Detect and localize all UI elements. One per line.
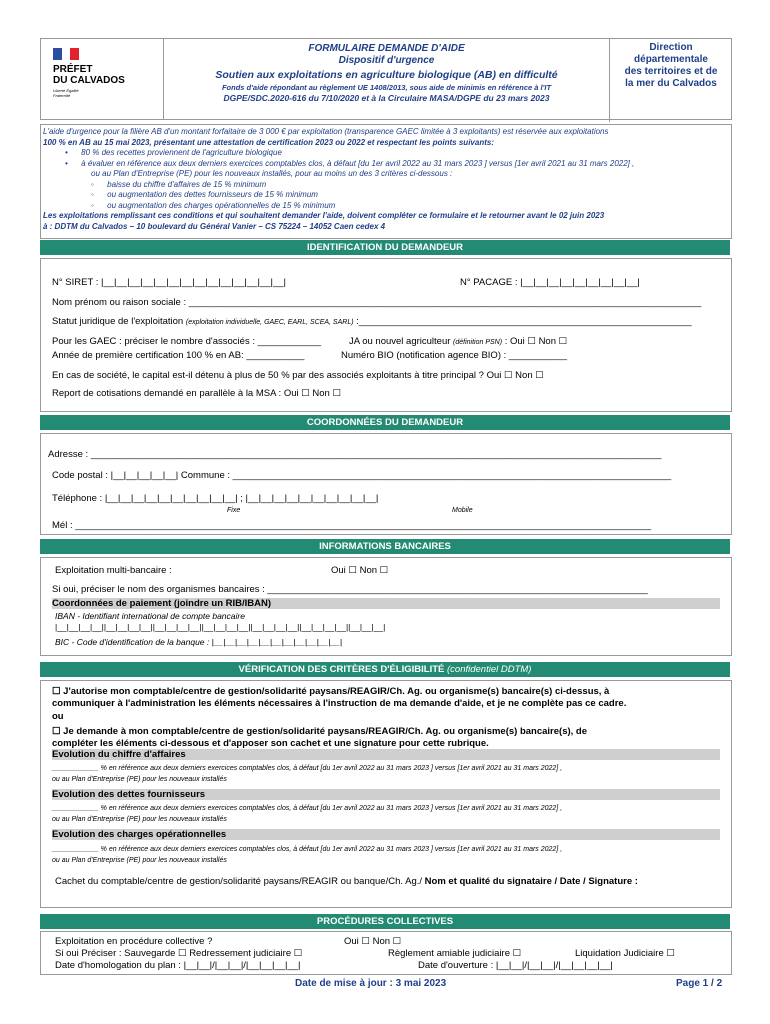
chiffre-affaires-field[interactable]: ____________ % en référence aux deux derniers exercices comptables clos, à défaut [du 1er avril 2022 au 31 mars 2023 ] versus [1er avril 2021 au 31 mars 2022] , [52,765,563,772]
ja-label: JA ou nouvel agriculteur [349,336,451,347]
multi-bancaire-label: Exploitation multi-bancaire : [55,565,172,576]
form-reference-line2: DGPE/SDC.2020-616 du 7/10/2020 et à la Circulaire MASA/DGPE du 23 mars 2023 [223,93,550,103]
procedure-collective-label: Exploitation en procédure collective ? [55,936,213,947]
bic-field[interactable]: BIC - Code d'identification de la banque : |__|__|__|__|__|__|__|__|__|__|__| [55,637,343,647]
charges-operationnelles-title: Evolution des charges opérationnelles [52,829,720,840]
annee-certification-field[interactable]: Année de première certification 100 % en AB: ___________ [52,350,305,361]
dept-line1: Direction [649,42,693,53]
verification-title: VÉRIFICATION DES CRITÈRES D'ÉLIGIBILITÉ [238,664,445,675]
logo-title-line1: PRÉFET [53,64,93,75]
dept-line2: départementale [634,54,708,65]
ou-label: ou [52,711,64,722]
intro-p2a: Les exploitations remplissant ces conditions et qui souhaitent demander l'aide, doivent compléter ce formulaire et le retourner avant le 02 juin 2023 [43,211,605,220]
intro-bullet1-text: 80 % des recettes proviennent de l'agriculture biologique [81,148,282,157]
iban-field[interactable]: |__|__|__|__||__|__|__|__||__|__|__|__||__|__|__|__||__|__|__|__||__|__|__|__||__|__|__| [55,622,386,632]
marianne-flag-icon [53,48,79,60]
ja-hint: (définition PSN) [453,339,503,346]
department-block [609,39,732,122]
intro-bullet2: • à évaluer en référence aux deux derniers exercices comptables clos, à défaut [du 1er avril 2022 au 31 mars 2023 ] versus [1er avril 2021 au 31 mars 2022] , [65,158,635,168]
intro-sub1: ◦ baisse du chiffre d'affaires de 15 % minimum [91,179,267,189]
cachet-signature-label: Nom et qualité du signataire / Date / Signature : [424,876,638,887]
societe-capital-question[interactable]: En cas de société, le capital est-il détenu à plus de 50 % par des associés exploitants à titre principal ? Oui ☐ Non ☐ [52,370,544,381]
dept-line3: des territoires et de [624,66,718,77]
autorisation-checkbox-line1[interactable]: ☐ J'autorise mon comptable/centre de gestion/solidarité paysans/REAGIR/Ch. Ag. ou organisme(s) bancaire(s) ci-dessus, à [52,686,610,697]
section-procedures: PROCÉDURES COLLECTIVES [40,914,730,929]
section-verification [40,662,730,677]
statut-label: Statut juridique de l'exploitation [52,316,184,327]
logo-motto: Liberté Égalité Fraternité [53,88,79,98]
header-box [40,38,732,120]
pacage-field[interactable]: N° PACAGE : |__|__|__|__|__|__|__|__|__| [460,277,640,288]
intro-p1b: 100 % en AB au 15 mai 2023, présentant une attestation de certification 2023 ou 2022 et respectant les points suivants: [43,137,494,147]
intro-sub2: ◦ ou augmentation des dettes fournisseurs de 15 % minimum [91,190,318,199]
intro-bullet1: • 80 % des recettes proviennent de l'agriculture biologique [65,148,282,157]
mel-field[interactable]: Mél : _____________________________________________________________________________________________________________ [52,520,652,531]
demande-checkbox-line1[interactable]: ☐ Je demande à mon comptable/centre de gestion/solidarité paysans/REAGIR/Ch. Ag. ou organisme(s) bancaire(s), de [52,726,588,737]
siret-field[interactable]: N° SIRET : |__|__|__|__|__|__|__|__|__|__|__|__|__|__| [52,277,286,288]
numero-bio-field[interactable]: Numéro BIO (notification agence BIO) : ___________ [341,350,568,361]
verification-suffix: (confidentiel DDTM) [447,664,532,675]
gaec-field[interactable]: Pour les GAEC : préciser le nombre d'associés : ____________ [52,336,322,347]
cachet-label: Cachet du comptable/centre de gestion/solidarité paysans/REAGIR ou banque/Ch. Ag./ [55,876,423,887]
form-header [164,39,609,119]
organismes-field[interactable]: Si oui, préciser le nom des organismes bancaires : ________________________________________________________________________ [52,584,648,595]
intro-p1a: L'aide d'urgence pour la filière AB d'un montant forfaitaire de 3 000 € par exploitation (transparence GAEC limitée à 3 exploitants) est réservée aux exploitations [43,127,609,136]
section-identification: IDENTIFICATION DU DEMANDEUR [40,240,730,255]
chiffre-affaires-line2: ou au Plan d'Entreprise (PE) pour les nouveaux installés [52,776,227,783]
reglement-amiable-option[interactable]: Règlement amiable judiciaire ☐ [388,948,522,959]
adresse-field[interactable]: Adresse : ____________________________________________________________________________________________________________ [48,449,662,460]
code-postal-field[interactable]: Code postal : |__|__|__|__|__| Commune : ___________________________________________________________________________________ [52,470,672,481]
dettes-fournisseurs-field[interactable]: ____________ % en référence aux deux derniers exercices comptables clos, à défaut [du 1er avril 2022 au 31 mars 2023 ] versus [1er avril 2021 au 31 mars 2022] , [52,805,563,812]
intro-p2b: à : DDTM du Calvados – 10 boulevard du Général Vanier – CS 75224 – 14052 Caen cedex 4 [43,221,386,231]
nom-field[interactable]: Nom prénom ou raison sociale : _________________________________________________________________________________________________ [52,297,702,308]
section-bancaires: INFORMATIONS BANCAIRES [40,539,730,554]
dept-line4: la mer du Calvados [625,78,717,89]
intro-sub3: ◦ ou augmentation des charges opérationnelles de 15 % minimum [91,200,336,210]
ja-field[interactable] [349,336,567,347]
prefecture-logo-block [41,39,164,119]
intro-sub2-text: ou augmentation des dettes fournisseurs de 15 % minimum [107,190,318,199]
date-homologation-field[interactable]: Date d'homologation du plan : |__|__|/|__|__|/|__|__|__|__| [55,960,301,971]
demande-line2: compléter les éléments ci-dessous et d'apposer son cachet et une signature pour cette rubrique. [52,738,489,749]
intro-bullet2-text: à évaluer en référence aux deux derniers exercices comptables clos, à défaut [du 1er avril 2022 au 31 mars 2023 ] versus [1er avril 2021 au 31 mars 2022] , [81,158,635,168]
intro-conditions [40,124,732,239]
statut-hint: (exploitation individuelle, GAEC, EARL, SCEA, SARL) [185,319,354,326]
charges-operationnelles-field[interactable]: ____________ % en référence aux deux derniers exercices comptables clos, à défaut [du 1er avril 2022 au 31 mars 2023 ] versus [1er avril 2021 au 31 mars 2022] , [52,846,563,853]
ja-options: : Oui ☐ Non ☐ [504,336,568,347]
liquidation-option[interactable]: Liquidation Judiciaire ☐ [575,948,675,959]
procedure-type-options[interactable]: Si oui Préciser : Sauvegarde ☐ Redressement judiciaire ☐ [55,948,303,959]
statut-field[interactable] [52,316,692,327]
footer-page-number: Page 1 / 2 [676,978,723,989]
cachet-signature-line [55,876,638,887]
autorisation-line2: communiquer à l'administration les éléments nécessaires à l'instruction de ma demande d'aide, et je ne complète pas ce cadre. [52,698,627,709]
telephone-fixe-label: Fixe [227,507,241,514]
iban-label: IBAN - Identifiant international de compte bancaire [55,611,245,621]
procedure-collective-options[interactable]: Oui ☐ Non ☐ [344,936,402,947]
form-heading: Soutien aux exploitations en agriculture biologique (AB) en difficulté [215,69,558,81]
dettes-fournisseurs-line2: ou au Plan d'Entreprise (PE) pour les nouveaux installés [52,816,227,823]
form-title: FORMULAIRE DEMANDE D'AIDE [308,43,465,54]
footer-update-date: Date de mise à jour : 3 mai 2023 [295,978,447,989]
dettes-fournisseurs-title: Evolution des dettes fournisseurs [52,789,720,800]
coordonnees-paiement-title: Coordonnées de paiement (joindre un RIB/IBAN) [52,598,720,609]
msa-report-question[interactable]: Report de cotisations demandé en parallèle à la MSA : Oui ☐ Non ☐ [52,388,341,399]
charges-operationnelles-line2: ou au Plan d'Entreprise (PE) pour les nouveaux installés [52,857,227,864]
telephone-field[interactable]: Téléphone : |__|__|__|__|__|__|__|__|__|__| ; |__|__|__|__|__|__|__|__|__|__| [52,493,379,504]
statut-line: :_______________________________________________________________ [356,316,692,327]
intro-sub3-text: ou augmentation des charges opérationnelles de 15 % minimum [107,200,336,210]
telephone-mobile-label: Mobile [452,507,473,514]
chiffre-affaires-title: Evolution du chiffre d'affaires [52,749,720,760]
date-ouverture-field[interactable]: Date d'ouverture : |__|__|/|__|__|/|__|__|__|__| [418,960,613,971]
form-reference-line1: Fonds d'aide répondant au règlement UE 1408/2013, sous aide de minimis en référence à l'IT [221,83,552,92]
section-coordonnees: COORDONNÉES DU DEMANDEUR [40,415,730,430]
multi-bancaire-options[interactable]: Oui ☐ Non ☐ [331,565,389,576]
logo-title-line2: DU CALVADOS [53,75,125,86]
intro-bullet2b: ou au Plan d'Entreprise (PE) pour les nouveaux installés, pour au moins un des 3 critères ci-dessous : [91,169,453,178]
form-subtitle: Dispositif d'urgence [338,55,435,66]
intro-sub1-text: baisse du chiffre d'affaires de 15 % minimum [107,179,267,189]
